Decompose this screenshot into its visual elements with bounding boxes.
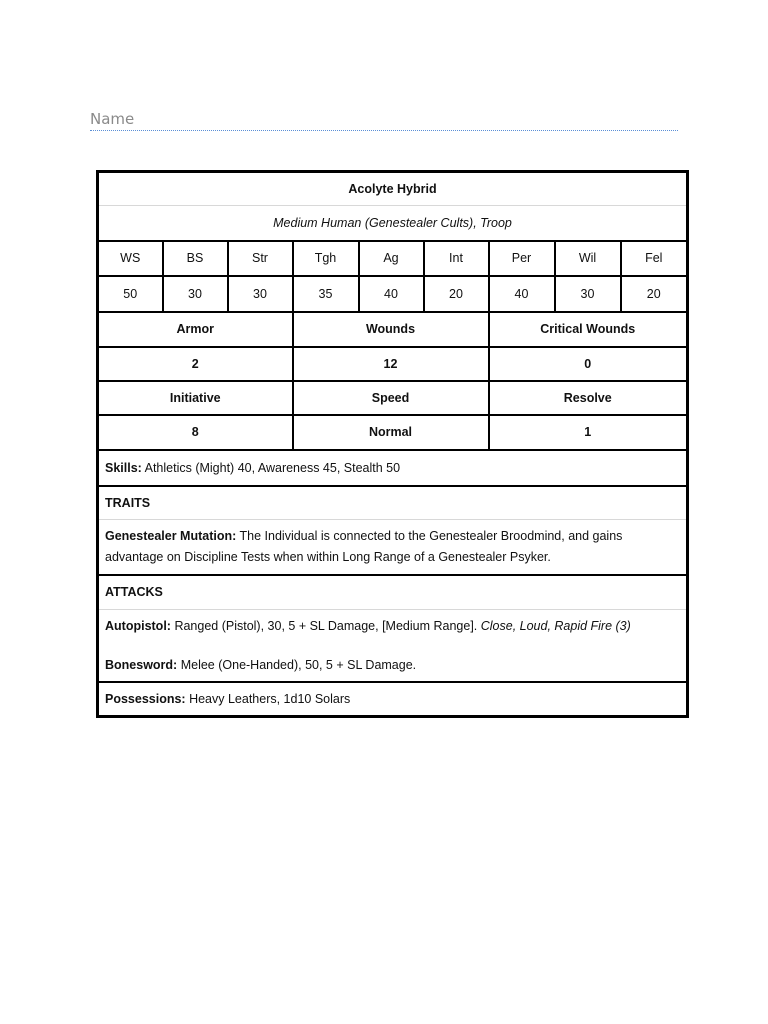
- creature-title: Acolyte Hybrid: [98, 172, 688, 206]
- armor-label: Armor: [98, 312, 293, 347]
- char-value-fel: 20: [621, 276, 688, 312]
- traits-heading: TRAITS: [98, 486, 688, 520]
- char-label-str: Str: [228, 241, 293, 276]
- attack-autopistol: [105, 616, 680, 636]
- attacks-heading: ATTACKS: [98, 575, 688, 609]
- char-label-ws: WS: [98, 241, 163, 276]
- char-value-wil: 30: [555, 276, 621, 312]
- attack-bonesword: [105, 655, 680, 675]
- critical-wounds-label: Critical Wounds: [489, 312, 688, 347]
- speed-label: Speed: [293, 381, 489, 415]
- creature-subtitle: Medium Human (Genestealer Cults), Troop: [98, 206, 688, 241]
- char-label-tgh: Tgh: [293, 241, 359, 276]
- speed-value: Normal: [293, 415, 489, 450]
- char-label-wil: Wil: [555, 241, 621, 276]
- wounds-value: 12: [293, 347, 489, 381]
- possessions-label: Possessions:: [105, 691, 186, 706]
- char-value-int: 20: [424, 276, 489, 312]
- resolve-label: Resolve: [489, 381, 688, 415]
- wounds-label: Wounds: [293, 312, 489, 347]
- initiative-value: 8: [98, 415, 293, 450]
- char-value-ag: 40: [359, 276, 424, 312]
- attack-text: Melee (One-Handed), 50, 5 + SL Damage.: [177, 657, 417, 672]
- name-field[interactable]: [90, 109, 678, 131]
- char-label-int: Int: [424, 241, 489, 276]
- attack-qualities: Close, Loud, Rapid Fire (3): [480, 618, 631, 633]
- trait-genestealer-mutation: [98, 520, 688, 576]
- skills-label: Skills:: [105, 460, 142, 475]
- trait-name: Genestealer Mutation:: [105, 529, 237, 543]
- possessions-text: Heavy Leathers, 1d10 Solars: [185, 691, 351, 706]
- skills-text: Athletics (Might) 40, Awareness 45, Stealth 50: [141, 460, 401, 475]
- name-field-label: Name: [90, 110, 135, 128]
- char-value-tgh: 35: [293, 276, 359, 312]
- skills-row: [98, 450, 688, 486]
- char-label-fel: Fel: [621, 241, 688, 276]
- resolve-value: 1: [489, 415, 688, 450]
- critical-wounds-value: 0: [489, 347, 688, 381]
- initiative-label: Initiative: [98, 381, 293, 415]
- attack-name: Autopistol:: [105, 618, 171, 633]
- char-label-ag: Ag: [359, 241, 424, 276]
- char-value-ws: 50: [98, 276, 163, 312]
- char-label-bs: BS: [163, 241, 228, 276]
- char-value-str: 30: [228, 276, 293, 312]
- attack-text: Ranged (Pistol), 30, 5 + SL Damage, [Medium Range].: [170, 618, 481, 633]
- char-value-bs: 30: [163, 276, 228, 312]
- char-value-per: 40: [489, 276, 555, 312]
- possessions-row: [98, 682, 688, 717]
- stat-block-table: [96, 170, 689, 718]
- trait-text: The Individual is connected to the Genestealer Broodmind, and gains advantage on Discipline Tests when within Long Range of a Genestealer Psyker.: [105, 529, 623, 564]
- armor-value: 2: [98, 347, 293, 381]
- attack-name: Bonesword:: [105, 657, 178, 672]
- attacks-list: [98, 609, 688, 682]
- char-label-per: Per: [489, 241, 555, 276]
